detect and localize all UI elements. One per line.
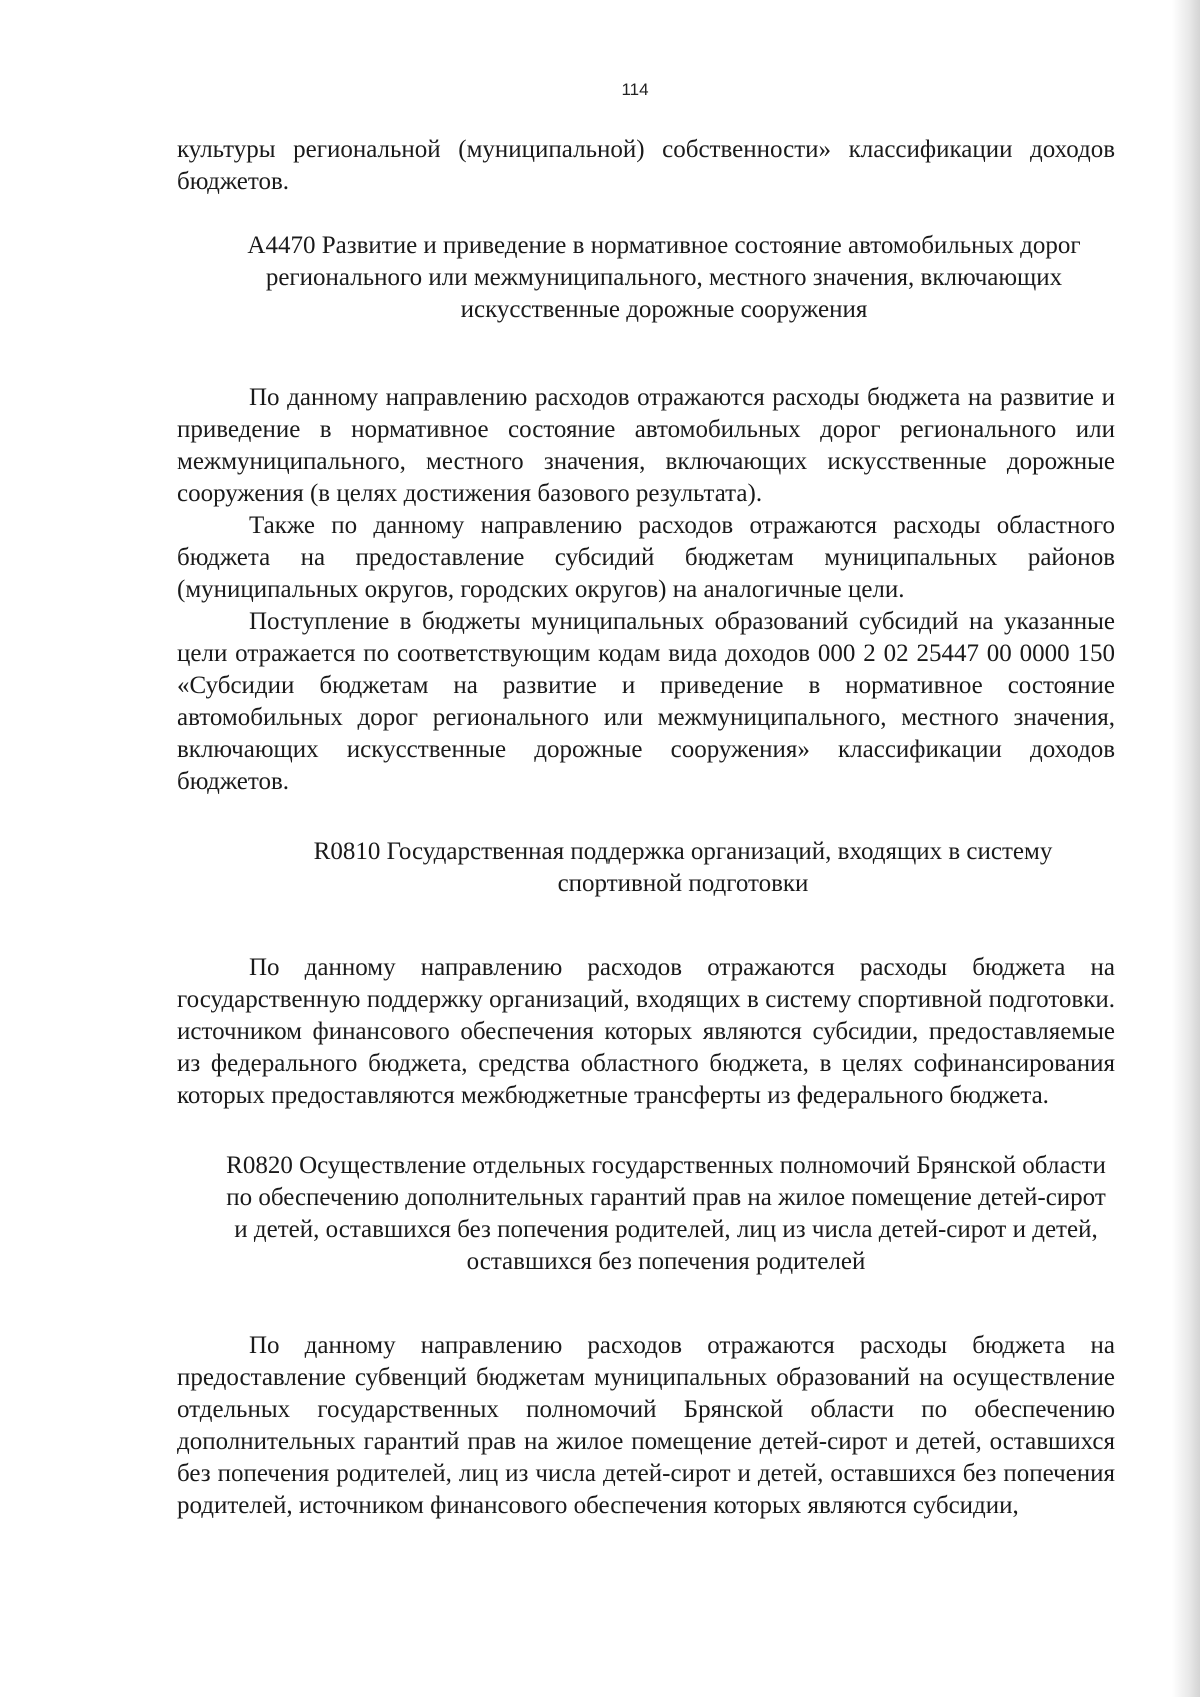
section-a4470-paragraph-2: Также по данному направлению расходов отражаются расходы областного бюджета на предоставление субсидий бюджетам муниципальных районов (муниципальных округов, городских округов) на аналогичные цели.: [177, 512, 1115, 603]
section-heading-r0810: R0810 Государственная поддержка организаций, входящих в систему спортивной подготовки: [313, 838, 1053, 897]
section-heading-r0820: R0820 Осуществление отдельных государственных полномочий Брянской области по обеспечению дополнительных гарантий прав на жилое помещение детей-сирот и детей, оставшихся без попечения родителей, лиц из числа детей-сирот и детей, оставшихся без попечения родителей: [226, 1152, 1106, 1275]
page-number: 114: [621, 80, 649, 99]
section-a4470-paragraph-1: По данному направлению расходов отражаются расходы бюджета на развитие и приведение в нормативное состояние автомобильных дорог регионального или межмуниципального, местного значения, включающих искусственные дорожные сооружения (в целях достижения базового результата).: [177, 384, 1115, 507]
section-r0810-paragraph-1: По данному направлению расходов отражаются расходы бюджета на государственную поддержку организаций, входящих в систему спортивной подготовки. источником финансового обеспечения которых являются субсидии, предоставляемые из федерального бюджета, средства областного бюджета, в целях софинансирования которых предоставляются межбюджетные трансферты из федерального бюджета.: [177, 954, 1115, 1109]
section-heading-a4470: А4470 Развитие и приведение в нормативное состояние автомобильных дорог регионального или межмуниципального, местного значения, включающих искусственные дорожные сооружения: [247, 232, 1081, 323]
section-r0820-paragraph-1: По данному направлению расходов отражаются расходы бюджета на предоставление субвенций бюджетам муниципальных образований на осуществление отдельных государственных полномочий Брянской области по обеспечению дополнительных гарантий прав на жилое помещение детей-сирот и детей, оставшихся без попечения родителей, лиц из числа детей-сирот и детей, оставшихся без попечения родителей, источником финансового обеспечения которых являются субсидии,: [177, 1332, 1115, 1519]
section-a4470-paragraph-3: Поступление в бюджеты муниципальных образований субсидий на указанные цели отражается по соответствующим кодам вида доходов 000 2 02 25447 00 0000 150 «Субсидии бюджетам на развитие и приведение в нормативное состояние автомобильных дорог регионального или межмуниципального, местного значения, включающих искусственные дорожные сооружения» классификации доходов бюджетов.: [177, 608, 1115, 795]
document-body: [177, 134, 1115, 1522]
intro-paragraph: культуры региональной (муниципальной) собственности» классификации доходов бюджетов.: [177, 136, 1115, 195]
page-edge-shadow: [1172, 0, 1200, 1697]
